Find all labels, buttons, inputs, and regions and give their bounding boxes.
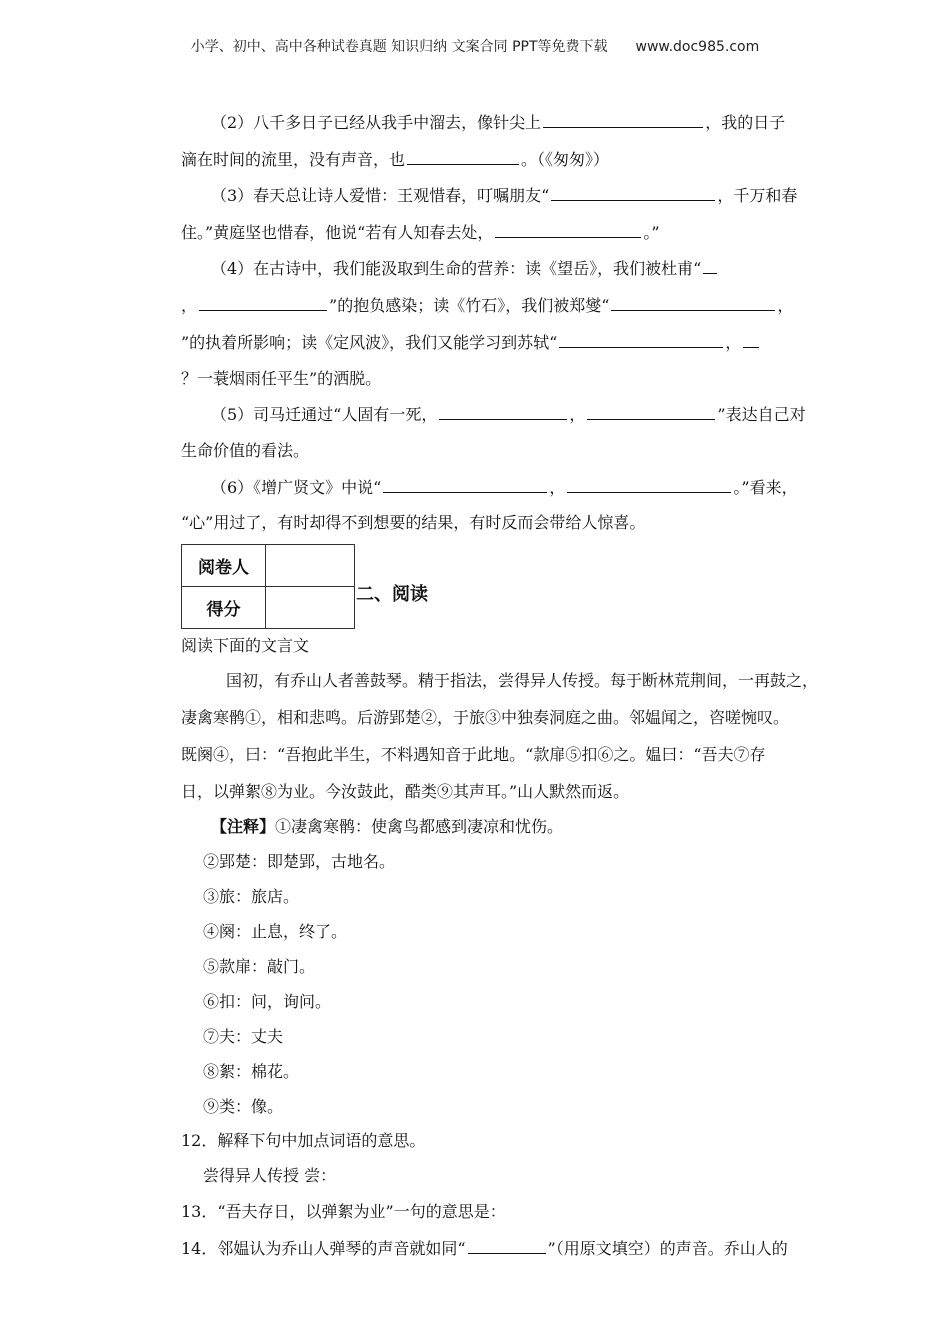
reviewer-cell[interactable] — [266, 545, 355, 587]
answer-blank[interactable] — [611, 295, 775, 311]
passage-line-3: 既阕④，曰：“吾抱此半生，不料遇知音于此地。“款扉⑤扣⑥之。媪曰：“吾夫⑦存 — [181, 745, 766, 764]
q2-line-1: （2）八千多日子已经从我手中溜去，像针尖上 ，我的日子 — [211, 113, 786, 132]
header-url: www.doc985.com — [635, 39, 760, 55]
passage-line-1: 国初，有乔山人者善鼓琴。精于指法，尝得异人传授。每于断林荒荆间，一再鼓之， — [226, 671, 819, 690]
score-label: 得分 — [182, 587, 266, 629]
q6-line-2: “心”用过了，有时却得不到想要的结果，有时反而会带给人惊喜。 — [181, 513, 646, 532]
answer-blank[interactable] — [543, 112, 703, 128]
q4-line-3: ”的执着所影响；读《定风波》，我们又能学习到苏轼“ ， — [181, 332, 761, 353]
note-item: ①凄禽寒鹘：使禽鸟都感到凄凉和忧伤。 — [275, 817, 564, 836]
score-table — [181, 544, 355, 629]
answer-blank[interactable] — [559, 332, 723, 348]
answer-blank[interactable] — [567, 477, 731, 493]
answer-blank[interactable] — [587, 404, 715, 420]
q2-line-2: 滴在时间的流里，没有声音，也 。（《匆匆》） — [181, 150, 610, 169]
note-item: ③旅：旅店。 — [203, 887, 300, 906]
score-cell[interactable] — [266, 587, 355, 629]
section-title: 二、阅读 — [356, 584, 428, 605]
passage-line-4: 日，以弹絮⑧为业。今汝鼓此，酷类⑨其声耳。”山人默然而返。 — [181, 782, 630, 801]
q5-line-1: （5）司马迁通过“人固有一死， ， ”表达自己对 — [211, 405, 806, 424]
answer-blank[interactable] — [407, 149, 519, 165]
answer-blank[interactable] — [383, 477, 547, 493]
note-item: ⑦夫：丈夫 — [203, 1027, 284, 1046]
answer-blank[interactable] — [495, 222, 641, 238]
question-12: 12．解释下句中加点词语的意思。 — [181, 1131, 426, 1150]
reviewer-label: 阅卷人 — [182, 545, 266, 587]
note-item: ⑧絮：棉花。 — [203, 1062, 300, 1081]
page-header — [0, 36, 950, 56]
passage-line-2: 凄禽寒鹘①，相和悲鸣。后游郢楚②，于旅③中独奏洞庭之曲。邻媪闻之，咨嗟惋叹。 — [181, 708, 790, 727]
q4-line-1: （4）在古诗中，我们能汲取到生命的营养：读《望岳》，我们被杜甫“ — [211, 258, 719, 279]
question-13: 13．“吾夫存日，以弹絮为业”一句的意思是： — [181, 1202, 506, 1221]
note-item: ②郢楚：即楚郢，古地名。 — [203, 852, 396, 871]
q4-line-2: ， ”的抱负感染；读《竹石》，我们被郑燮“ ， — [181, 296, 794, 315]
note-item: ⑥扣：问，询问。 — [203, 992, 332, 1011]
note-item: ④阕：止息，终了。 — [203, 922, 348, 941]
notes-label: 【注释】 — [211, 817, 276, 836]
reading-intro: 阅读下面的文言文 — [181, 636, 310, 655]
q3-line-2: 住。”黄庭坚也惜春，他说“若有人知春去处， 。” — [181, 223, 660, 242]
answer-blank[interactable] — [551, 185, 715, 201]
answer-blank[interactable] — [439, 404, 567, 420]
q6-line-1: （6）《增广贤文》中说“ ， 。”看来， — [211, 478, 798, 497]
q3-line-1: （3）春天总让诗人爱惜：王观惜春，叮嘱朋友“ ，千万和春 — [211, 186, 798, 205]
answer-blank[interactable] — [199, 295, 327, 311]
answer-blank[interactable] — [468, 1238, 546, 1254]
answer-blank[interactable] — [703, 258, 717, 274]
answer-blank[interactable] — [743, 332, 759, 348]
question-12-sub: 尝得异人传授 尝： — [203, 1166, 337, 1185]
notes-first-line — [211, 817, 563, 837]
header-text: 小学、初中、高中各种试卷真题 知识归纳 文案合同 PPT等免费下载 — [190, 39, 608, 55]
q5-line-2: 生命价值的看法。 — [181, 441, 310, 460]
question-14: 14．邻媪认为乔山人弹琴的声音就如同“ ”（用原文填空）的声音。乔山人的 — [181, 1239, 788, 1258]
note-item: ⑨类：像。 — [203, 1097, 284, 1116]
note-item: ⑤款扉：敲门。 — [203, 957, 316, 976]
q4-line-4: ？一蓑烟雨任平生”的洒脱。 — [181, 369, 382, 388]
